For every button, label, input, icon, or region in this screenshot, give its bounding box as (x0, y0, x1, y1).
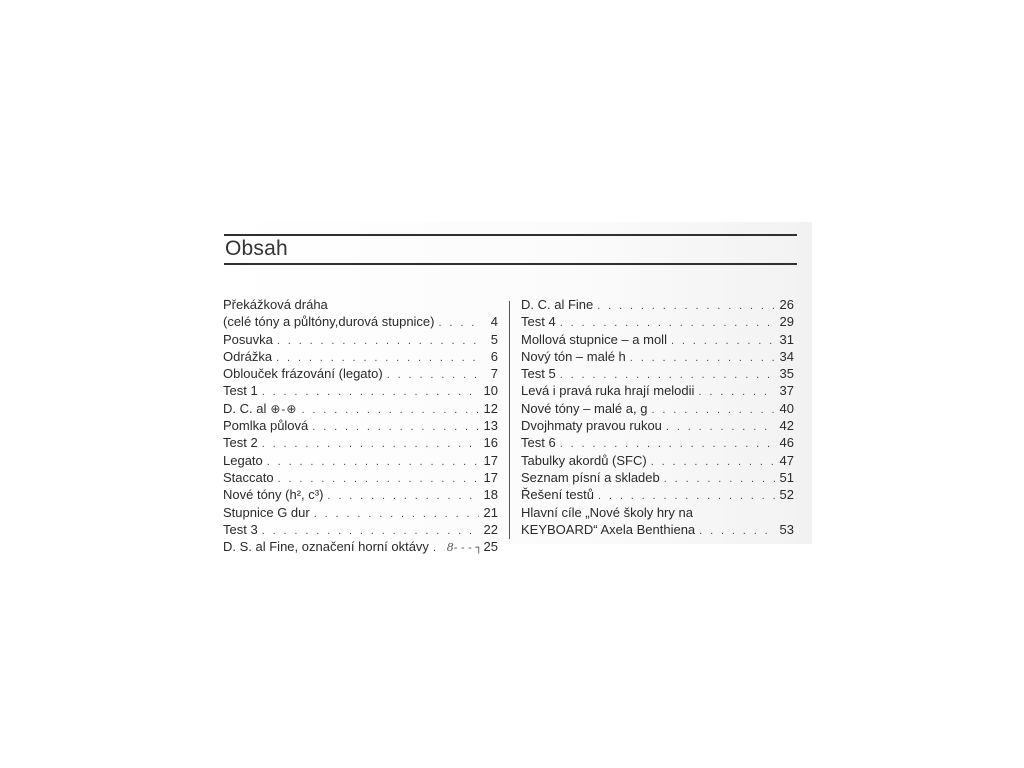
dot-leader (560, 367, 775, 382)
dot-leader (560, 436, 775, 451)
toc-entry-title: Levá i pravá ruka hrají melodii (521, 383, 695, 399)
toc-entry (223, 331, 498, 348)
toc-entry (521, 365, 794, 382)
toc-entry-title: Legato (223, 452, 263, 468)
toc-entry-page: 6 (490, 348, 498, 364)
dot-leader (277, 333, 479, 348)
toc-entry (223, 348, 498, 365)
toc-entry-page: 10 (483, 383, 498, 399)
toc-entry (521, 521, 794, 538)
toc-entry-page: 46 (779, 435, 794, 451)
toc-entry-title: (celé tóny a půltóny,durová stupnice) (223, 314, 435, 330)
dot-leader (276, 350, 479, 365)
heading-rule-bottom (224, 263, 797, 265)
dot-leader (267, 454, 479, 469)
toc-entry (223, 469, 498, 486)
toc-entry (223, 417, 498, 434)
toc-entry-page: 42 (779, 418, 794, 434)
toc-entry-page: 12 (483, 400, 498, 416)
toc-entry-page: 4 (490, 314, 498, 330)
dot-leader (314, 506, 479, 521)
dot-leader (560, 315, 775, 330)
toc-entry (521, 434, 794, 451)
toc-entry (521, 486, 794, 503)
dot-leader (698, 384, 775, 399)
toc-entry (223, 434, 498, 451)
toc-entry-title: Odrážka (223, 348, 273, 364)
dot-leader (597, 298, 775, 313)
dot-leader (301, 402, 479, 417)
toc-entry (223, 504, 498, 521)
toc-entry-title: Mollová stupnice – a moll (521, 331, 667, 347)
toc-entry-page: 53 (779, 521, 794, 537)
toc-entry-title: Staccato (223, 469, 274, 485)
toc-entry-title: Stupnice G dur (223, 504, 310, 520)
toc-entry-page: 18 (483, 487, 498, 503)
toc-entry-page: 35 (779, 366, 794, 382)
toc-entry (521, 452, 794, 469)
toc-entry-page: 17 (483, 469, 498, 485)
dot-leader (387, 367, 479, 382)
toc-entry-title: Posuvka (223, 331, 273, 347)
toc-entry-title: Nové tóny (h², c³) (223, 487, 324, 503)
toc-entry-page: 31 (779, 331, 794, 347)
toc-entry-page: 52 (779, 487, 794, 503)
octave-sign-icon: 8- - - ┐ (446, 541, 482, 555)
toc-entry-page: 21 (483, 504, 498, 520)
toc-entry-page: 5 (490, 331, 498, 347)
toc-entry (521, 331, 794, 348)
toc-entry-title: Hlavní cíle „Nové školy hry na (521, 504, 693, 520)
toc-entry-title: D. S. al Fine, označení horní oktávy (223, 539, 429, 555)
toc-entry-page: 16 (483, 435, 498, 451)
toc-entry-title: KEYBOARD“ Axela Benthiena (521, 521, 696, 537)
dot-leader (598, 488, 775, 503)
toc-entry-page: 26 (779, 297, 794, 312)
toc-entry-page: 37 (779, 383, 794, 399)
toc-entry-title: Překážková dráha (223, 297, 328, 312)
toc-entry-title: Test 5 (521, 366, 556, 382)
toc-entry (521, 469, 794, 486)
dot-leader (433, 540, 445, 555)
dot-leader (664, 471, 775, 486)
toc-entry-page: 22 (483, 521, 498, 537)
dot-leader (439, 315, 480, 330)
dot-leader (278, 471, 479, 486)
toc-entry-title: Nový tón – malé h (521, 348, 626, 364)
toc-entry (521, 348, 794, 365)
toc-entry-title: Seznam písní a skladeb (521, 469, 660, 485)
dot-leader (327, 488, 479, 503)
toc-entry-page: 40 (779, 400, 794, 416)
toc-entry-title: Oblouček frázování (legato) (223, 366, 383, 382)
toc-entry (223, 400, 498, 417)
dot-leader (262, 384, 479, 399)
toc-entry (223, 538, 498, 555)
dot-leader (262, 436, 479, 451)
dot-leader (671, 333, 775, 348)
toc-entry (223, 313, 498, 330)
toc-left-column (223, 296, 498, 555)
column-divider (509, 301, 510, 539)
toc-entry-title: Tabulky akordů (SFC) (521, 452, 647, 468)
toc-entry-title: Řešení testů (521, 487, 594, 503)
toc-entry-title: Test 3 (223, 521, 258, 537)
dot-leader (699, 523, 775, 538)
toc-entry-title: Test 1 (223, 383, 258, 399)
toc-entry-page: 7 (490, 366, 498, 382)
toc-entry-page: 34 (779, 348, 794, 364)
toc-right-column (521, 296, 794, 538)
toc-entry-page: 17 (483, 452, 498, 468)
dot-leader (666, 419, 775, 434)
toc-entry-title: Test 6 (521, 435, 556, 451)
toc-entry-title: Dvojhmaty pravou rukou (521, 418, 662, 434)
toc-entry-page: 29 (779, 314, 794, 330)
toc-entry (521, 382, 794, 399)
toc-entry (223, 365, 498, 382)
toc-entry (223, 382, 498, 399)
toc-entry-page: 47 (779, 452, 794, 468)
toc-entry-title: Nové tóny – malé a, g (521, 400, 648, 416)
toc-entry-page: 13 (483, 418, 498, 434)
dot-leader (651, 402, 775, 417)
toc-entry-title: Test 2 (223, 435, 258, 451)
dot-leader (630, 350, 775, 365)
toc-entry (223, 452, 498, 469)
toc-entry-title: Pomlka půlová (223, 418, 309, 434)
toc-entry (521, 504, 794, 521)
toc-entry-page: 51 (779, 469, 794, 485)
dot-leader (651, 454, 775, 469)
toc-entry (521, 313, 794, 330)
toc-entry-page: 25 (483, 539, 498, 555)
toc-entry (521, 400, 794, 417)
toc-entry (521, 296, 794, 313)
coda-sign-icon: ⊕-⊕ (270, 401, 298, 416)
heading-rule-top (224, 234, 797, 236)
toc-entry (521, 417, 794, 434)
page-title: Obsah (225, 237, 288, 260)
dot-leader (312, 419, 479, 434)
toc-entry-title: D. C. al (223, 400, 267, 416)
toc-entry (223, 296, 498, 313)
toc-entry (223, 521, 498, 538)
toc-entry (223, 486, 498, 503)
dot-leader (262, 523, 479, 538)
toc-entry-title: D. C. al Fine (521, 297, 594, 312)
toc-entry-title: Test 4 (521, 314, 556, 330)
